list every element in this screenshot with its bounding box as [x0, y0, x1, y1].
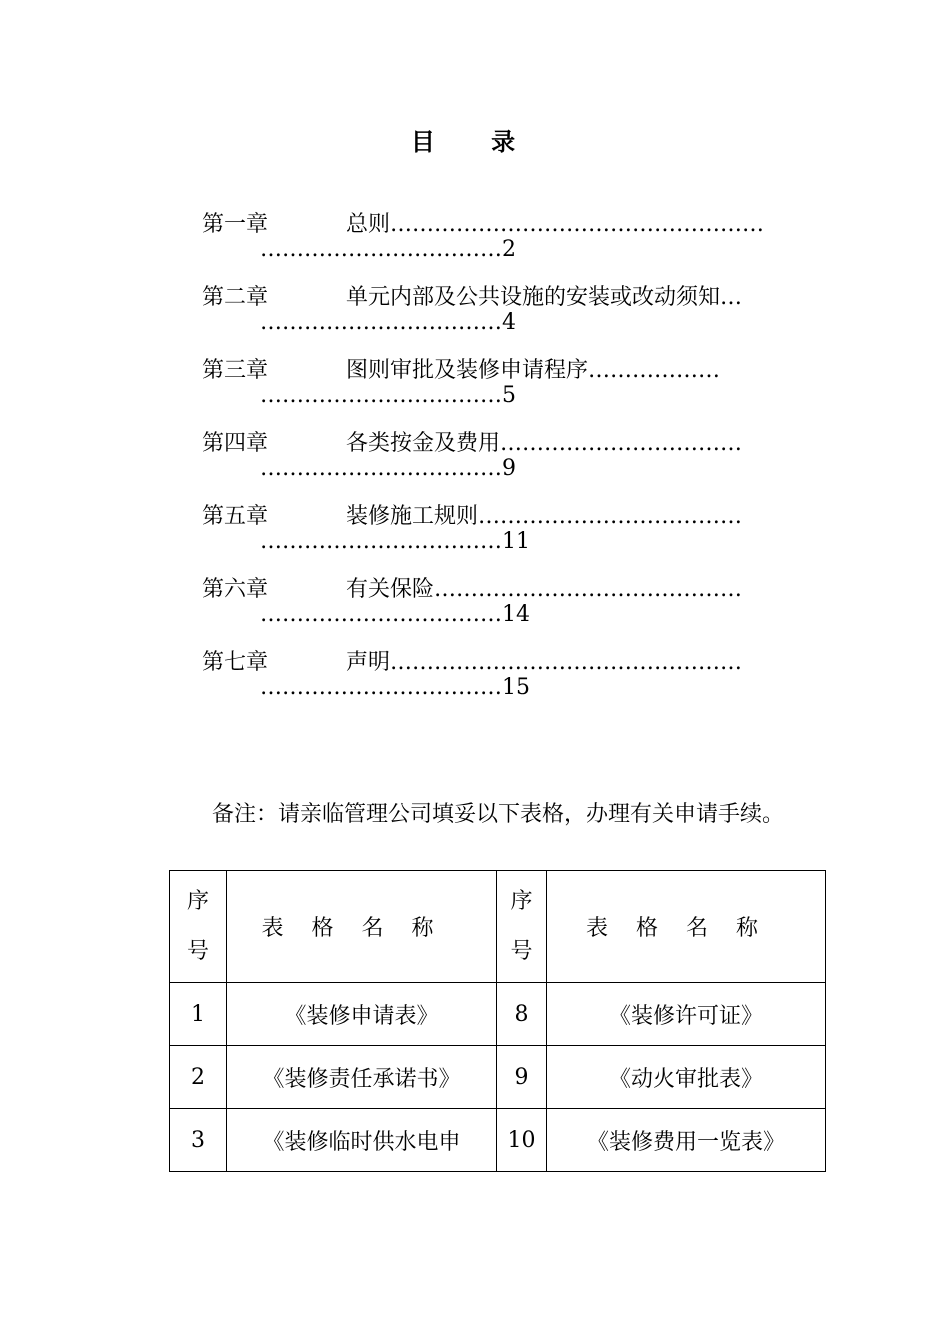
toc-page-number: 11: [502, 529, 530, 554]
toc-leader: ……………………………: [260, 456, 502, 481]
toc-leader: ……………………………: [260, 529, 502, 554]
toc-chapter: 第一章: [202, 212, 269, 237]
toc-page-number: 5: [502, 383, 516, 408]
toc-title: 有关保险……………………………………: [346, 577, 743, 602]
form-name-cell: 《装修责任承诺书》: [227, 1046, 497, 1109]
toc-page-number: 2: [502, 237, 516, 262]
toc-leader: ……………………………: [260, 310, 502, 335]
seq-cell: 8: [497, 983, 547, 1046]
forms-table: [169, 870, 826, 1172]
toc-chapter: 第三章: [202, 358, 269, 383]
seq-cell: 2: [170, 1046, 227, 1109]
toc-entry[interactable]: [202, 424, 806, 497]
toc-chapter: 第五章: [202, 504, 269, 529]
seq-cell: 3: [170, 1109, 227, 1172]
toc-page-number: 15: [502, 675, 530, 700]
toc-leader: ……………………………: [260, 675, 502, 700]
table-row: [170, 1046, 826, 1109]
form-name-header: 表格名称: [227, 871, 497, 983]
toc-title: 总则……………………………………………: [346, 212, 765, 237]
toc-leader: ……………………………: [260, 602, 502, 627]
toc-page-number: 14: [502, 602, 530, 627]
toc-title: 单元内部及公共设施的安装或改动须知…: [346, 285, 743, 310]
form-name-cell: 《动火审批表》: [547, 1046, 826, 1109]
toc-leader: ……………………………: [260, 383, 502, 408]
note-paragraph: 备注：请亲临管理公司填妥以下表格，办理有关申请手续。: [212, 802, 785, 827]
toc-chapter: 第七章: [202, 650, 269, 675]
form-name-cell: 《装修许可证》: [547, 983, 826, 1046]
toc-chapter: 第四章: [202, 431, 269, 456]
toc-title: 各类按金及费用……………………………: [346, 431, 743, 456]
form-name-cell: 《装修费用一览表》: [547, 1109, 826, 1172]
toc-chapter: 第六章: [202, 577, 269, 602]
table-row: [170, 1109, 826, 1172]
toc-page-number: 4: [502, 310, 516, 335]
toc-entry[interactable]: [202, 205, 806, 278]
toc-title: 图则审批及装修申请程序………………: [346, 358, 721, 383]
toc-entry[interactable]: [202, 643, 806, 716]
seq-cell: 1: [170, 983, 227, 1046]
table-header-row: [170, 871, 826, 983]
toc-entry[interactable]: [202, 351, 806, 424]
toc-entry[interactable]: [202, 570, 806, 643]
page-title: 目 录: [410, 127, 540, 156]
seq-cell: 9: [497, 1046, 547, 1109]
seq-cell: 10: [497, 1109, 547, 1172]
table-of-contents: [202, 205, 806, 716]
toc-chapter: 第二章: [202, 285, 269, 310]
seq-header: 序 号: [170, 871, 227, 983]
seq-header: 序 号: [497, 871, 547, 983]
toc-title: 声明…………………………………………: [346, 650, 743, 675]
form-name-cell: 《装修申请表》: [227, 983, 497, 1046]
toc-entry[interactable]: [202, 278, 806, 351]
form-name-cell: 《装修临时供水电申: [227, 1109, 497, 1172]
table-row: [170, 983, 826, 1046]
toc-page-number: 9: [502, 456, 516, 481]
form-name-header: 表格名称: [547, 871, 826, 983]
toc-title: 装修施工规则………………………………: [346, 504, 743, 529]
toc-entry[interactable]: [202, 497, 806, 570]
toc-leader: ……………………………: [260, 237, 502, 262]
